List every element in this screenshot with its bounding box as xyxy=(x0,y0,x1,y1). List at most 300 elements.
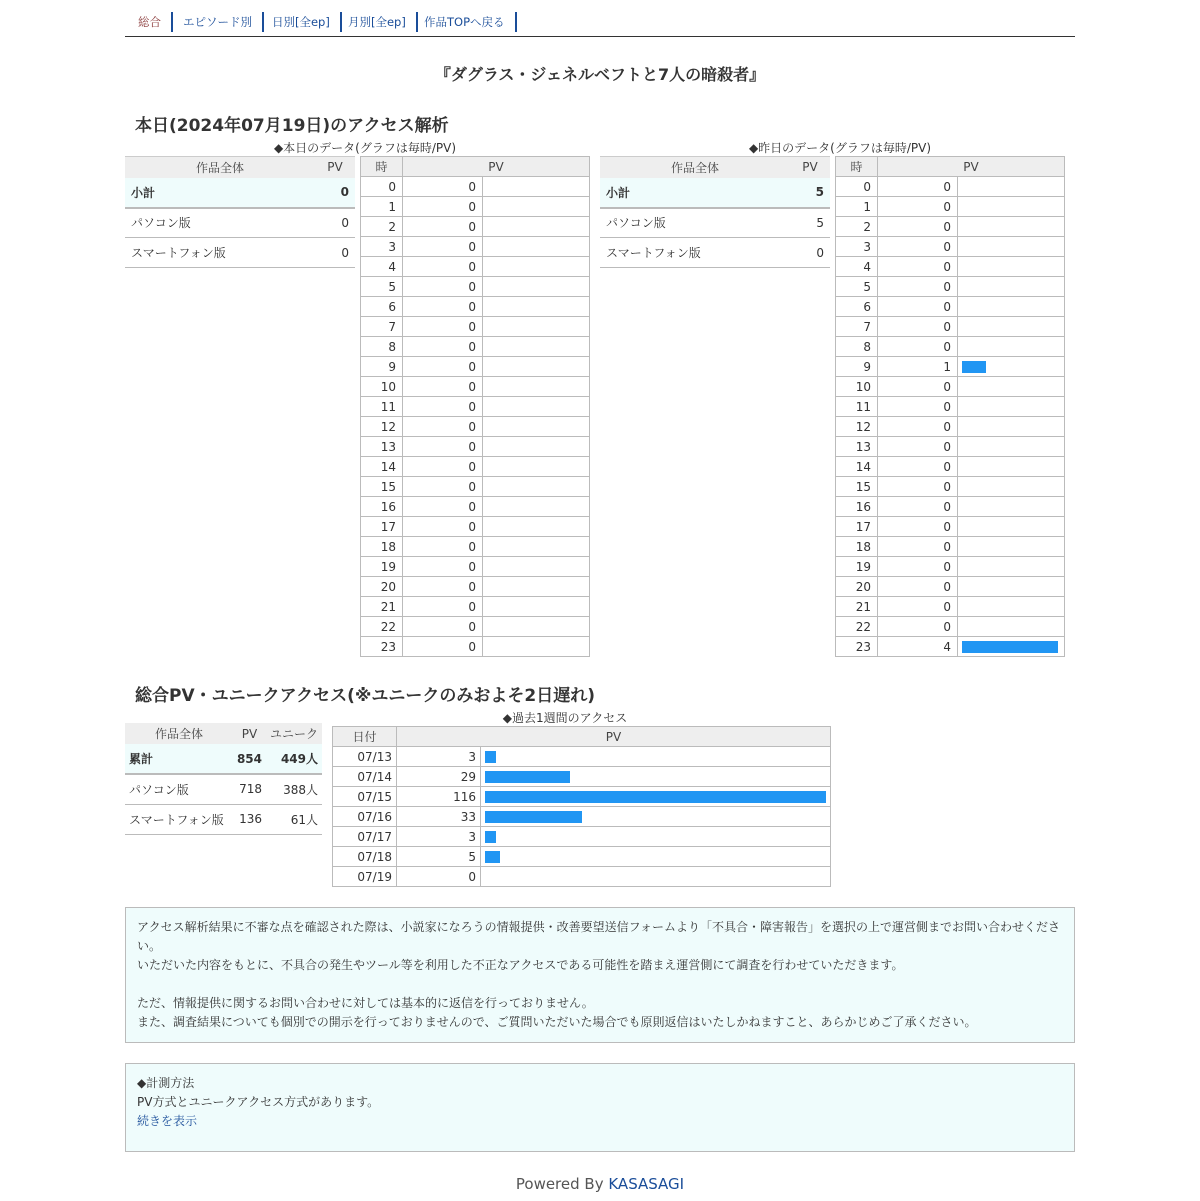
row-pv: 718 xyxy=(233,774,266,804)
method-text: PV方式とユニークアクセス方式があります。 xyxy=(137,1095,380,1109)
col-header-hour: 時 xyxy=(361,157,403,177)
row-label: パソコン版 xyxy=(125,774,233,804)
hour-graph-cell xyxy=(483,277,590,297)
col-header-pv: PV xyxy=(403,157,590,177)
hour-graph-cell xyxy=(483,597,590,617)
hour-graph-cell xyxy=(483,297,590,317)
hour-graph-cell xyxy=(483,637,590,657)
week-pv-cell: 116 xyxy=(397,787,481,807)
hour-row xyxy=(361,197,590,217)
hour-pv-cell: 0 xyxy=(878,297,958,317)
date-cell: 07/17 xyxy=(333,827,397,847)
yesterday-hourly-table xyxy=(835,156,1065,657)
method-box xyxy=(125,1063,1075,1152)
row-pv: 854 xyxy=(233,744,266,774)
hour-cell: 5 xyxy=(836,277,878,297)
table-row xyxy=(600,208,830,238)
hour-row xyxy=(836,477,1065,497)
hour-pv-cell: 0 xyxy=(403,257,483,277)
hour-cell: 12 xyxy=(361,417,403,437)
hour-graph-cell xyxy=(958,457,1065,477)
hour-row xyxy=(836,457,1065,477)
hour-row xyxy=(361,637,590,657)
hour-row xyxy=(361,537,590,557)
hour-cell: 22 xyxy=(836,617,878,637)
col-header-pv: PV xyxy=(878,157,1065,177)
week-row xyxy=(333,747,831,767)
hour-row xyxy=(361,617,590,637)
hour-graph-cell xyxy=(958,497,1065,517)
hour-cell: 7 xyxy=(836,317,878,337)
hour-cell: 20 xyxy=(361,577,403,597)
hour-row xyxy=(361,477,590,497)
week-row xyxy=(333,807,831,827)
hour-pv-cell: 0 xyxy=(878,517,958,537)
hour-graph-cell xyxy=(483,477,590,497)
hour-pv-cell: 0 xyxy=(878,317,958,337)
hour-pv-cell: 0 xyxy=(403,397,483,417)
hour-pv-cell: 0 xyxy=(403,177,483,197)
hour-cell: 9 xyxy=(361,357,403,377)
hour-row xyxy=(836,617,1065,637)
hour-pv-cell: 0 xyxy=(403,297,483,317)
hour-cell: 0 xyxy=(361,177,403,197)
hour-graph-cell xyxy=(958,217,1065,237)
hour-cell: 13 xyxy=(361,437,403,457)
hour-cell: 17 xyxy=(361,517,403,537)
hour-pv-cell: 0 xyxy=(878,177,958,197)
hour-pv-cell: 0 xyxy=(403,497,483,517)
hour-graph-cell xyxy=(958,637,1065,657)
hour-pv-cell: 0 xyxy=(403,437,483,457)
hour-graph-cell xyxy=(483,457,590,477)
hour-pv-cell: 0 xyxy=(878,397,958,417)
row-pv: 0 xyxy=(315,178,355,208)
week-graph-cell xyxy=(481,747,831,767)
hour-graph-cell xyxy=(958,337,1065,357)
hour-row xyxy=(361,317,590,337)
hour-row xyxy=(836,597,1065,617)
date-cell: 07/14 xyxy=(333,767,397,787)
hour-graph-cell xyxy=(958,377,1065,397)
hour-cell: 8 xyxy=(836,337,878,357)
hour-pv-cell: 1 xyxy=(878,357,958,377)
hour-cell: 14 xyxy=(361,457,403,477)
hour-row xyxy=(361,297,590,317)
notice-text: いただいた内容をもとに、不具合の発生やツール等を利用した不正なアクセスである可能性を踏まえ運営側にて調査を行わせていただきます。 xyxy=(137,958,904,972)
col-header-hour: 時 xyxy=(836,157,878,177)
week-pv-cell: 33 xyxy=(397,807,481,827)
hour-cell: 1 xyxy=(836,197,878,217)
hour-pv-cell: 0 xyxy=(403,417,483,437)
col-header-unique: ユニーク xyxy=(266,723,322,744)
hour-row xyxy=(836,197,1065,217)
col-header-pv: PV xyxy=(397,727,831,747)
hour-cell: 11 xyxy=(836,397,878,417)
notice-text: アクセス解析結果に不審な点を確認された際は、小説家になろうの情報提供・改善要望送信フォームより「不具合・障害報告」を選択の上で運営側までお問い合わせください。 xyxy=(137,920,1061,953)
row-pv: 0 xyxy=(315,238,355,268)
total-heading: 総合PV・ユニークアクセス(※ユニークのみおよそ2日遅れ) xyxy=(135,686,595,706)
hour-graph-cell xyxy=(483,317,590,337)
hour-cell: 5 xyxy=(361,277,403,297)
date-cell: 07/19 xyxy=(333,867,397,887)
row-unique: 61人 xyxy=(266,804,322,834)
hour-pv-cell: 0 xyxy=(878,197,958,217)
hour-cell: 21 xyxy=(361,597,403,617)
hour-graph-cell xyxy=(958,197,1065,217)
pv-bar xyxy=(485,791,826,803)
pv-bar xyxy=(485,771,570,783)
hour-cell: 13 xyxy=(836,437,878,457)
table-row xyxy=(125,804,322,834)
week-graph-cell xyxy=(481,827,831,847)
total-summary-table xyxy=(125,723,322,835)
weekly-table xyxy=(332,726,831,887)
row-pv: 5 xyxy=(790,178,830,208)
week-caption: ◆過去1週間のアクセス xyxy=(502,711,628,725)
row-label: パソコン版 xyxy=(125,208,315,238)
hour-row xyxy=(361,237,590,257)
week-pv-cell: 29 xyxy=(397,767,481,787)
hour-row xyxy=(836,497,1065,517)
today-caption: ◆本日のデータ(グラフは毎時/PV) xyxy=(273,141,457,155)
pv-bar xyxy=(962,361,986,373)
hour-pv-cell: 0 xyxy=(403,237,483,257)
hour-cell: 10 xyxy=(836,377,878,397)
week-graph-cell xyxy=(481,867,831,887)
week-row xyxy=(333,867,831,887)
page-title: 『ダグラス・ジェネルベフトと7人の暗殺者』 xyxy=(434,65,766,84)
hour-pv-cell: 0 xyxy=(878,537,958,557)
hour-pv-cell: 0 xyxy=(878,417,958,437)
hour-graph-cell xyxy=(483,577,590,597)
hour-graph-cell xyxy=(958,517,1065,537)
kasasagi-link[interactable]: KASASAGI xyxy=(608,1175,685,1193)
hour-pv-cell: 0 xyxy=(878,257,958,277)
hour-cell: 23 xyxy=(836,637,878,657)
hour-graph-cell xyxy=(958,257,1065,277)
col-header-pv: PV xyxy=(315,157,355,178)
show-more-link[interactable]: 続きを表示 xyxy=(137,1114,198,1128)
hour-pv-cell: 0 xyxy=(878,237,958,257)
hour-cell: 7 xyxy=(361,317,403,337)
hour-pv-cell: 0 xyxy=(878,457,958,477)
hour-pv-cell: 0 xyxy=(403,597,483,617)
hour-row xyxy=(836,437,1065,457)
hour-graph-cell xyxy=(483,177,590,197)
hour-pv-cell: 0 xyxy=(878,597,958,617)
hour-graph-cell xyxy=(958,177,1065,197)
table-row xyxy=(600,238,830,268)
hour-row xyxy=(836,577,1065,597)
table-row xyxy=(125,238,355,268)
hour-row xyxy=(361,417,590,437)
hour-pv-cell: 0 xyxy=(878,577,958,597)
hour-graph-cell xyxy=(958,597,1065,617)
hour-pv-cell: 0 xyxy=(403,377,483,397)
row-unique: 388人 xyxy=(266,774,322,804)
week-pv-cell: 5 xyxy=(397,847,481,867)
hour-row xyxy=(361,337,590,357)
hour-pv-cell: 0 xyxy=(403,317,483,337)
hour-row xyxy=(361,257,590,277)
hour-graph-cell xyxy=(958,617,1065,637)
hour-cell: 3 xyxy=(361,237,403,257)
week-graph-cell xyxy=(481,807,831,827)
today-summary-table xyxy=(125,156,355,268)
hour-row xyxy=(836,257,1065,277)
hour-graph-cell xyxy=(483,557,590,577)
row-pv: 0 xyxy=(790,238,830,268)
hour-graph-cell xyxy=(483,397,590,417)
hour-pv-cell: 0 xyxy=(403,537,483,557)
hour-graph-cell xyxy=(483,357,590,377)
hour-cell: 18 xyxy=(836,537,878,557)
hour-row xyxy=(836,297,1065,317)
hour-graph-cell xyxy=(958,317,1065,337)
hour-graph-cell xyxy=(958,297,1065,317)
date-cell: 07/18 xyxy=(333,847,397,867)
hour-graph-cell xyxy=(958,477,1065,497)
hour-row xyxy=(361,457,590,477)
hour-row xyxy=(836,637,1065,657)
hour-graph-cell xyxy=(483,257,590,277)
hour-cell: 19 xyxy=(836,557,878,577)
hour-row xyxy=(361,437,590,457)
pv-bar xyxy=(485,851,500,863)
table-row xyxy=(125,744,322,774)
hour-row xyxy=(361,397,590,417)
hour-row xyxy=(836,397,1065,417)
hour-pv-cell: 0 xyxy=(878,377,958,397)
hour-row xyxy=(361,177,590,197)
hour-cell: 1 xyxy=(361,197,403,217)
hour-cell: 15 xyxy=(836,477,878,497)
hour-row xyxy=(836,337,1065,357)
hour-cell: 4 xyxy=(361,257,403,277)
week-row xyxy=(333,767,831,787)
hour-row xyxy=(361,517,590,537)
hour-cell: 10 xyxy=(361,377,403,397)
hour-graph-cell xyxy=(958,237,1065,257)
row-label: 小計 xyxy=(125,178,315,208)
date-cell: 07/16 xyxy=(333,807,397,827)
hour-graph-cell xyxy=(958,357,1065,377)
week-pv-cell: 3 xyxy=(397,747,481,767)
hour-pv-cell: 0 xyxy=(403,217,483,237)
hour-cell: 20 xyxy=(836,577,878,597)
hour-cell: 12 xyxy=(836,417,878,437)
week-row xyxy=(333,787,831,807)
hour-pv-cell: 0 xyxy=(403,197,483,217)
hour-cell: 22 xyxy=(361,617,403,637)
hour-graph-cell xyxy=(958,537,1065,557)
hour-row xyxy=(361,277,590,297)
week-graph-cell xyxy=(481,767,831,787)
hour-pv-cell: 0 xyxy=(878,477,958,497)
hour-pv-cell: 0 xyxy=(878,617,958,637)
hour-pv-cell: 0 xyxy=(878,437,958,457)
hour-row xyxy=(361,557,590,577)
hour-cell: 6 xyxy=(361,297,403,317)
hour-graph-cell xyxy=(958,577,1065,597)
hour-pv-cell: 4 xyxy=(878,637,958,657)
hour-pv-cell: 0 xyxy=(878,557,958,577)
hour-row xyxy=(836,517,1065,537)
nav-bar xyxy=(125,10,1075,37)
hour-cell: 14 xyxy=(836,457,878,477)
notice-text: ただ、情報提供に関するお問い合わせに対しては基本的に返信を行っておりません。 xyxy=(137,996,594,1010)
hour-row xyxy=(836,277,1065,297)
nav-daily-link[interactable]: 日別[全ep] xyxy=(272,12,342,32)
table-row xyxy=(125,774,322,804)
hour-cell: 8 xyxy=(361,337,403,357)
hour-graph-cell xyxy=(958,557,1065,577)
table-row xyxy=(600,178,830,208)
hour-pv-cell: 0 xyxy=(403,357,483,377)
table-row xyxy=(125,178,355,208)
hour-graph-cell xyxy=(958,417,1065,437)
hour-pv-cell: 0 xyxy=(403,557,483,577)
hour-cell: 4 xyxy=(836,257,878,277)
col-header-work: 作品全体 xyxy=(600,157,790,178)
table-row xyxy=(125,208,355,238)
hour-cell: 23 xyxy=(361,637,403,657)
week-row xyxy=(333,827,831,847)
hour-row xyxy=(836,537,1065,557)
hour-cell: 2 xyxy=(361,217,403,237)
col-header-pv: PV xyxy=(790,157,830,178)
hour-graph-cell xyxy=(483,337,590,357)
nav-summary-link[interactable]: 総合 xyxy=(138,12,173,32)
hour-graph-cell xyxy=(483,217,590,237)
hour-pv-cell: 0 xyxy=(403,577,483,597)
today-hourly-table xyxy=(360,156,590,657)
hour-pv-cell: 0 xyxy=(403,337,483,357)
col-header-work: 作品全体 xyxy=(125,157,315,178)
hour-row xyxy=(836,237,1065,257)
hour-graph-cell xyxy=(483,377,590,397)
today-heading: 本日(2024年07月19日)のアクセス解析 xyxy=(135,116,449,136)
hour-row xyxy=(836,557,1065,577)
date-cell: 07/13 xyxy=(333,747,397,767)
hour-row xyxy=(361,577,590,597)
nav-top-link[interactable]: 作品TOPへ戻る xyxy=(424,12,517,32)
hour-row xyxy=(361,597,590,617)
hour-pv-cell: 0 xyxy=(878,277,958,297)
week-graph-cell xyxy=(481,847,831,867)
row-pv: 136 xyxy=(233,804,266,834)
row-label: 累計 xyxy=(125,744,233,774)
hour-graph-cell xyxy=(483,197,590,217)
hour-pv-cell: 0 xyxy=(878,217,958,237)
pv-bar xyxy=(485,831,496,843)
row-label: パソコン版 xyxy=(600,208,790,238)
footer-prefix: Powered By xyxy=(515,1175,609,1193)
week-pv-cell: 3 xyxy=(397,827,481,847)
hour-cell: 9 xyxy=(836,357,878,377)
hour-pv-cell: 0 xyxy=(403,617,483,637)
pv-bar xyxy=(485,811,582,823)
hour-graph-cell xyxy=(958,277,1065,297)
hour-cell: 11 xyxy=(361,397,403,417)
hour-cell: 3 xyxy=(836,237,878,257)
nav-episode-link[interactable]: エピソード別 xyxy=(183,12,264,32)
hour-cell: 21 xyxy=(836,597,878,617)
notice-text: また、調査結果についても個別での開示を行っておりませんので、ご質問いただいた場合でも原則返信はいたしかねますこと、あらかじめご了承ください。 xyxy=(137,1015,977,1029)
col-header-work: 作品全体 xyxy=(125,723,233,744)
hour-graph-cell xyxy=(483,617,590,637)
row-pv: 0 xyxy=(315,208,355,238)
hour-row xyxy=(836,357,1065,377)
hour-row xyxy=(836,417,1065,437)
hour-graph-cell xyxy=(483,517,590,537)
hour-pv-cell: 0 xyxy=(403,477,483,497)
method-title: ◆計測方法 xyxy=(137,1076,195,1090)
hour-cell: 19 xyxy=(361,557,403,577)
week-graph-cell xyxy=(481,787,831,807)
hour-graph-cell xyxy=(483,497,590,517)
hour-cell: 0 xyxy=(836,177,878,197)
hour-cell: 15 xyxy=(361,477,403,497)
row-label: 小計 xyxy=(600,178,790,208)
hour-pv-cell: 0 xyxy=(878,337,958,357)
row-unique: 449人 xyxy=(266,744,322,774)
hour-graph-cell xyxy=(483,537,590,557)
yesterday-summary-table xyxy=(600,156,830,268)
notice-box xyxy=(125,907,1075,1043)
hour-graph-cell xyxy=(483,417,590,437)
hour-pv-cell: 0 xyxy=(403,637,483,657)
hour-row xyxy=(361,357,590,377)
yesterday-caption: ◆昨日のデータ(グラフは毎時/PV) xyxy=(748,141,932,155)
hour-pv-cell: 0 xyxy=(403,457,483,477)
hour-cell: 16 xyxy=(836,497,878,517)
hour-row xyxy=(836,217,1065,237)
hour-pv-cell: 0 xyxy=(403,517,483,537)
hour-cell: 16 xyxy=(361,497,403,517)
hour-row xyxy=(836,317,1065,337)
week-pv-cell: 0 xyxy=(397,867,481,887)
col-header-pv: PV xyxy=(233,723,266,744)
row-label: スマートフォン版 xyxy=(125,804,233,834)
hour-graph-cell xyxy=(958,437,1065,457)
hour-row xyxy=(836,177,1065,197)
week-row xyxy=(333,847,831,867)
hour-cell: 17 xyxy=(836,517,878,537)
pv-bar xyxy=(962,641,1058,653)
row-label: スマートフォン版 xyxy=(600,238,790,268)
date-cell: 07/15 xyxy=(333,787,397,807)
row-pv: 5 xyxy=(790,208,830,238)
col-header-date: 日付 xyxy=(333,727,397,747)
hour-graph-cell xyxy=(483,237,590,257)
pv-bar xyxy=(485,751,496,763)
footer xyxy=(125,1175,1075,1193)
hour-graph-cell xyxy=(958,397,1065,417)
row-label: スマートフォン版 xyxy=(125,238,315,268)
hour-pv-cell: 0 xyxy=(878,497,958,517)
hour-row xyxy=(361,377,590,397)
hour-cell: 18 xyxy=(361,537,403,557)
hour-row xyxy=(361,497,590,517)
hour-pv-cell: 0 xyxy=(403,277,483,297)
hour-cell: 6 xyxy=(836,297,878,317)
nav-monthly-link[interactable]: 月別[全ep] xyxy=(348,12,418,32)
hour-cell: 2 xyxy=(836,217,878,237)
hour-graph-cell xyxy=(483,437,590,457)
hour-row xyxy=(361,217,590,237)
